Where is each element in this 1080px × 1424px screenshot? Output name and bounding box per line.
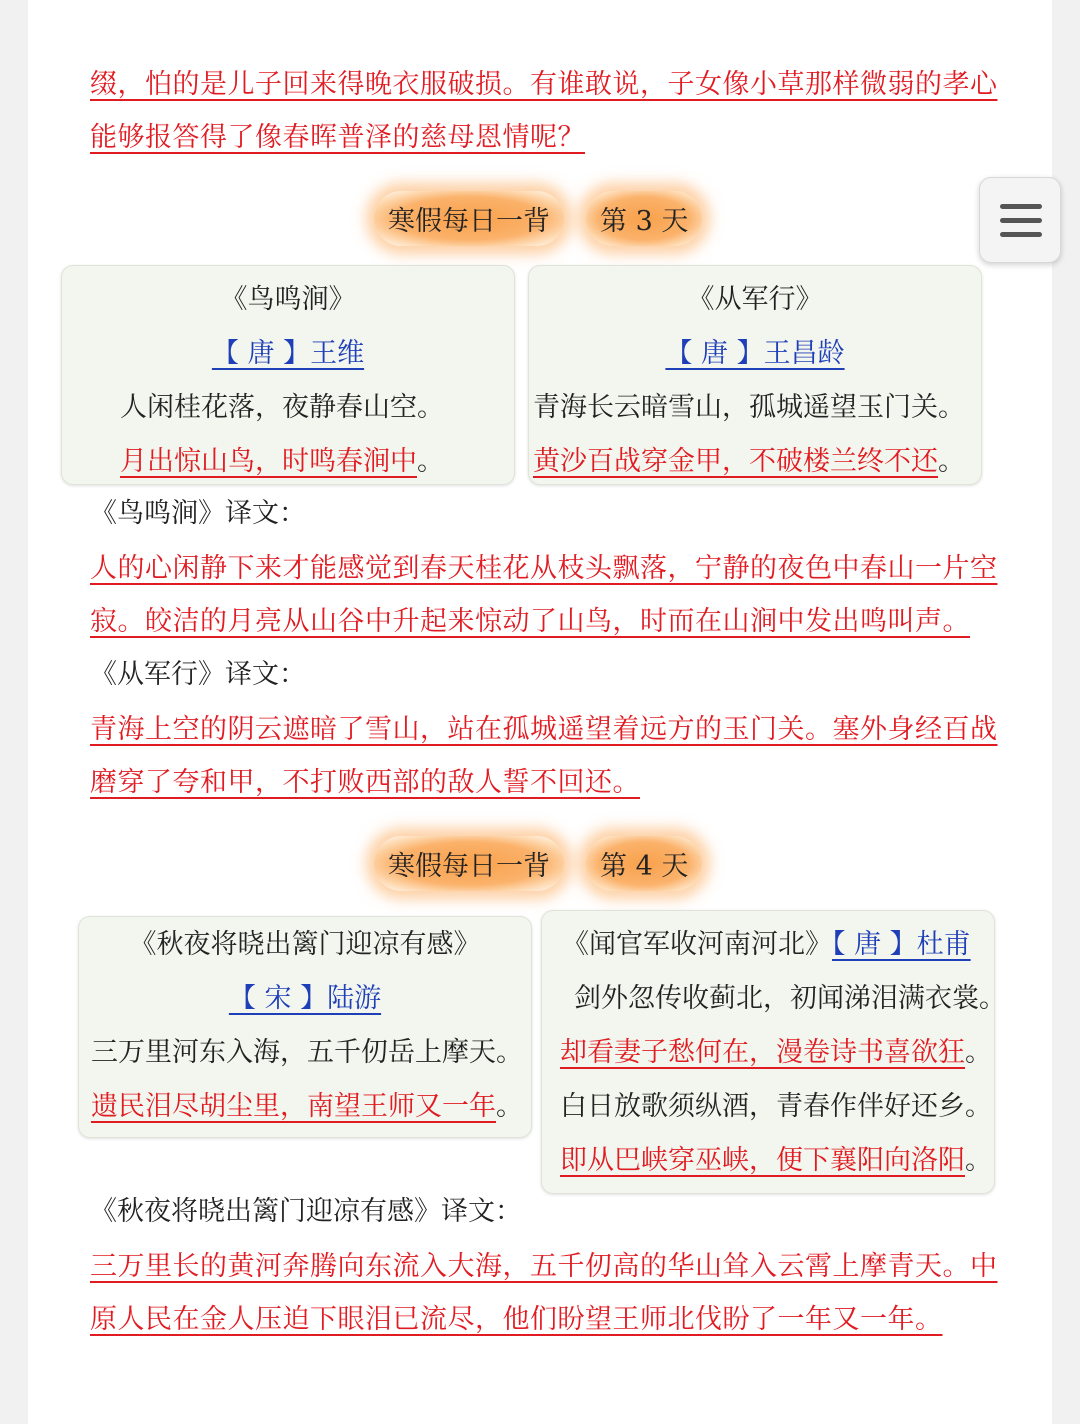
poem-card-wenguanjun — [541, 910, 1006, 1194]
translation-label-qiuye: 《秋夜将晓出篱门迎凉有感》译文： — [90, 1196, 522, 1227]
intro-translation — [90, 58, 1000, 164]
poem-title: 《秋夜将晓出篱门迎凉有感》 — [129, 929, 481, 960]
poem-line-1: 剑外忽传收蓟北，初闻涕泪满衣裳。 — [574, 983, 1006, 1014]
poem-author-link[interactable]: 【 唐 】王昌龄 — [665, 338, 845, 369]
poem-line-2: 月出惊山鸟，时鸣春涧中。 — [120, 446, 444, 477]
banner-title: 寒假每日一背 — [374, 836, 564, 891]
poem-line-2: 却看妻子愁何在，漫卷诗书喜欲狂。 — [560, 1037, 992, 1068]
poem-title: 《从军行》 — [687, 284, 823, 315]
poem-card-congjunxing — [528, 265, 982, 485]
poem-line-4: 即从巴峡穿巫峡，便下襄阳向洛阳。 — [560, 1145, 992, 1176]
poem-line-2: 遗民泪尽胡尘里，南望王师又一年。 — [91, 1091, 523, 1122]
intro-line-2: 能够报答得了像春晖普泽的慈母恩情呢？ — [90, 122, 585, 153]
poem-author-link[interactable]: 【 宋 】陆游 — [228, 983, 382, 1014]
poem-card-niaomingjian — [61, 265, 515, 485]
poem-line-3: 白日放歌须纵酒，青春作伴好还乡。 — [560, 1091, 992, 1122]
translation-niaomingjian: 人的心闲静下来才能感觉到春天桂花从枝头飘落，宁静的夜色中春山一片空 寂。皎洁的月亮从山谷中升起来惊动了山鸟，时而在山涧中发出鸣叫声。 — [90, 553, 998, 637]
poem-card-qiuye — [78, 916, 532, 1138]
translation-congjunxing: 青海上空的阴云遮暗了雪山，站在孤城遥望着远方的玉门关。塞外身经百战 磨穿了夸和甲，不打败西部的敌人誓不回还。 — [90, 714, 998, 798]
poem-line-2: 黄沙百战穿金甲，不破楼兰终不还。 — [533, 446, 965, 477]
poem-title-line — [562, 925, 994, 965]
hamburger-menu-button[interactable] — [979, 177, 1061, 263]
poem-author-link[interactable]: 【 唐 】杜甫 — [832, 929, 971, 960]
translation-qiuye: 三万里长的黄河奔腾向东流入大海，五千仞高的华山耸入云霄上摩青天。中 原人民在金人压迫下眼泪已流尽，他们盼望王师北伐盼了一年又一年。 — [90, 1251, 998, 1335]
translation-label-niaomingjian: 《鸟鸣涧》译文： — [90, 498, 306, 529]
banner-day: 第 3 天 — [586, 191, 702, 246]
article-page — [28, 0, 1052, 1424]
poem-title: 《鸟鸣涧》 — [220, 284, 356, 315]
translation-label-congjunxing: 《从军行》译文： — [90, 659, 306, 690]
intro-line-1: 缀，怕的是儿子回来得晚衣服破损。有谁敢说，子女像小草那样微弱的孝心 — [90, 69, 998, 100]
poem-line-1: 青海长云暗雪山，孤城遥望玉门关。 — [533, 392, 965, 423]
poem-line-1: 人闲桂花落，夜静春山空。 — [120, 392, 444, 423]
poem-author-link[interactable]: 【 唐 】王维 — [211, 338, 365, 369]
poem-line-1: 三万里河东入海，五千仞岳上摩天。 — [91, 1037, 523, 1068]
day3-banner — [374, 186, 724, 250]
banner-title: 寒假每日一背 — [374, 191, 564, 246]
banner-day: 第 4 天 — [586, 836, 702, 891]
day4-banner — [374, 831, 724, 895]
poem-title: 《闻官军收河南河北》 — [562, 929, 832, 960]
